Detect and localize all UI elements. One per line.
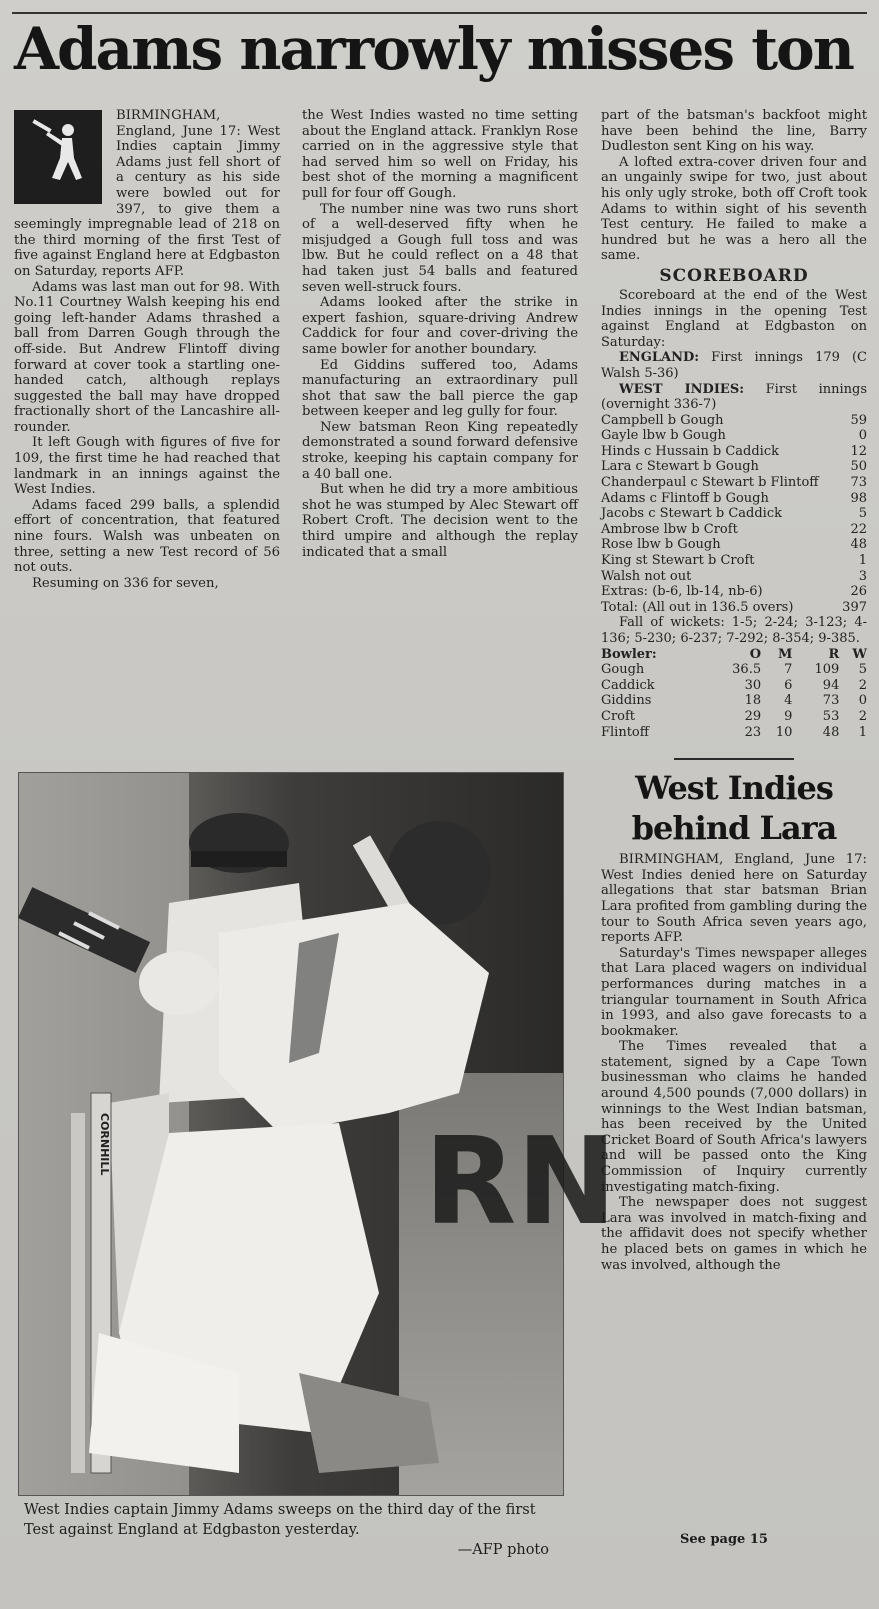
batting-row [601, 459, 867, 475]
story-paragraph: But when he did try a more ambitious shot he was stumped by Alec Stewart off Robert Croft. The decision went to the third umpire and although the replay indicated that a small [302, 482, 578, 560]
story-paragraph: Adams was last man out for 98. With No.11 Courtney Walsh keeping his end going left-hander Adams thrashed a ball from Darren Gough through the off-side. But Andrew Flintoff diving forward at cover took a startling one-handed catch, although replays suggested the ball may have dropped fractionally short of the Lancashire all-rounder. [14, 279, 280, 435]
cricket-photo [18, 772, 617, 1496]
batsman-entry: Hinds c Hussain b Caddick [601, 443, 779, 459]
bowling-row [601, 709, 867, 725]
batsman-entry: Campbell b Gough [601, 412, 724, 428]
second-story-paragraph: The Times revealed that a statement, signed by a Cape Town businessman who claims he handed around 4,500 pounds (7,000 dollars) in winnings to the West Indian batsman, has been received by the United Cricket Board of South Africa's lawyers and will be passed onto the King Commission of Inquiry currently investigating match-fixing. [601, 1039, 867, 1195]
bowling-cell: Caddick [601, 677, 655, 693]
bowling-header-cell: W [852, 646, 867, 662]
bowling-cell: 4 [784, 693, 793, 709]
bowling-cell: 23 [744, 724, 762, 740]
bowling-cell: Flintoff [601, 724, 649, 740]
batting-row [601, 428, 867, 444]
bowling-cell: 30 [744, 677, 762, 693]
batsman-runs: 3 [858, 568, 867, 584]
batting-row [601, 444, 867, 460]
scoreboard [601, 288, 867, 740]
story-text: West Indies captain Jimmy Adams just fell short of a century as his side were bowled out for 397, to give them a seemingly impregnable lead of 218 on the third morning of the first Test of five against England here at Edgbaston on Saturday, reports AFP. [14, 123, 280, 279]
england-label: ENGLAND: [619, 350, 700, 366]
bowling-cell: 1 [858, 724, 867, 740]
bowling-cell: 7 [784, 662, 793, 678]
england-text: First innings 179 (C Walsh 5-36) [601, 350, 867, 381]
story-paragraph: Adams looked after the strike in expert fashion, square-driving Andrew Caddick for four and cover-driving the same bowler for another boundary. [302, 295, 578, 357]
bowling-header-cell: O [749, 646, 762, 662]
see-page-reference: See page 15 [680, 1532, 768, 1547]
batsman-runs: 0 [858, 428, 867, 444]
bowling-cell: 0 [858, 693, 867, 709]
bowling-row [601, 662, 867, 678]
batsman-runs: 22 [850, 521, 867, 537]
bowling-cell: 29 [744, 708, 762, 724]
batsman-runs: 59 [850, 412, 867, 428]
batsman-entry: Chanderpaul c Stewart b Flintoff [601, 475, 819, 491]
batsman-entry: King st Stewart b Croft [601, 553, 755, 569]
batting-row [601, 475, 867, 491]
bowling-cell: 9 [784, 708, 793, 724]
bowling-cell: 2 [858, 677, 867, 693]
batsman-runs: 50 [850, 459, 867, 475]
bowling-cell: Giddins [601, 693, 652, 709]
bowling-row [601, 678, 867, 694]
batsman-entry: Gayle lbw b Gough [601, 428, 726, 444]
dateline: BIRMINGHAM, England, June 17: [116, 108, 241, 139]
bowling-row [601, 725, 867, 741]
batting-row [601, 413, 867, 429]
section-divider [674, 758, 794, 760]
bowling-header-cell: Bowler: [601, 646, 657, 662]
story-paragraph: Adams faced 299 balls, a splendid effort of concentration, that featured nine fours. Walsh was unbeaten on three, setting a new Test record of 56 not outs. [14, 497, 280, 576]
board-lettering: RN [424, 1113, 617, 1252]
bowling-cell: 94 [822, 677, 840, 693]
batting-row [601, 522, 867, 538]
bowling-cell: 2 [858, 708, 867, 724]
story-paragraph: It left Gough with figures of five for 109, the first time he had reached that landmark in an innings against the West Indies. [14, 435, 280, 498]
batsman-entry: Jacobs c Stewart b Caddick [601, 506, 782, 522]
bowling-cell: 73 [822, 693, 840, 709]
scoreboard-heading: SCOREBOARD [659, 265, 809, 286]
second-headline: West Indies behind Lara [631, 769, 837, 848]
batsman-runs: 98 [850, 490, 867, 506]
main-headline: Adams narrowly misses ton [14, 15, 853, 83]
batsman-runs: 397 [842, 599, 867, 615]
bowling-cell: 109 [814, 662, 840, 678]
bowling-table [601, 647, 867, 741]
photo-caption [24, 1500, 569, 1560]
batsman-entry: Extras: (b-6, lb-14, nb-6) [601, 584, 763, 600]
batting-row [601, 537, 867, 553]
batsman-runs: 73 [850, 475, 867, 491]
story-paragraph: A lofted extra-cover driven four and an ungainly swipe for two, just about his only ugly stroke, both off Croft took Adams to within sight of his seventh Test century. He failed to make a hundred but he was a hero all the same. [601, 154, 867, 264]
batting-row [601, 553, 867, 569]
story-column-1 [14, 108, 280, 591]
batsman-entry: Lara c Stewart b Gough [601, 459, 759, 475]
west-indies-label: WEST INDIES: [619, 381, 745, 397]
batsman-runs: 48 [850, 537, 867, 553]
bowling-cell: 6 [784, 677, 793, 693]
batsman-entry: Walsh not out [601, 568, 692, 584]
batting-row [601, 569, 867, 585]
story-paragraph: New batsman Reon King repeatedly demonstrated a sound forward defensive stroke, keeping his captain company for a 40 ball one. [302, 419, 578, 482]
batsman-entry: Total: (All out in 136.5 overs) [601, 599, 794, 615]
second-story-paragraph: The newspaper does not suggest Lara was involved in match-fixing and the affidavit does not specify whether he placed bets on games in which he was involved, although the [601, 1195, 867, 1273]
bowling-cell: Croft [601, 708, 636, 724]
england-innings [601, 350, 867, 381]
story-paragraph: The number nine was two runs short of a well-deserved fifty when he misjudged a Gough full toss and was lbw. But he could reflect on a 48 that had taken just 54 balls and featured seven well-struck fours. [302, 201, 578, 295]
batsman-runs: 26 [850, 584, 867, 600]
bowling-header-row [601, 647, 867, 663]
scoreboard-intro: Scoreboard at the end of the West Indies innings in the opening Test against England at Edgbaston on Saturday: [601, 287, 867, 350]
fall-of-wickets: Fall of wickets: 1-5; 2-24; 3-123; 4-136; 5-230; 6-237; 7-292; 8-354; 9-385. [601, 615, 867, 646]
bowling-cell: 53 [822, 708, 840, 724]
story-paragraph: part of the batsman's backfoot might have been behind the line, Barry Dudleston sent King on his way. [601, 108, 867, 155]
story-paragraph: Resuming on 336 for seven, [32, 575, 219, 591]
bowling-header-cell: M [778, 646, 793, 662]
second-story-paragraph: BIRMINGHAM, England, June 17: West Indies denied here on Saturday allegations that star batsman Brian Lara profited from gambling during the tour to South Africa seven years ago, reports AFP. [601, 852, 867, 946]
story-column-3 [601, 108, 867, 1273]
west-indies-text: First innings (overnight 336-7) [601, 381, 867, 413]
batsman-runs: 5 [858, 506, 867, 522]
bowling-row [601, 693, 867, 709]
bowling-cell: 5 [858, 662, 867, 678]
caption-text: West Indies captain Jimmy Adams sweeps on the third day of the first Test against England at Edgbaston yesterday. [24, 1502, 536, 1538]
bowling-header-cell: R [828, 646, 840, 662]
story-paragraph: Ed Giddins suffered too, Adams manufacturing an extraordinary pull shot that saw the ball pierce the gap between keeper and leg gully for four. [302, 357, 578, 420]
west-indies-innings [601, 382, 867, 413]
story-paragraph: the West Indies wasted no time setting about the England attack. Franklyn Rose carried on in the aggressive style that had served him so well on Friday, his best shot of the morning a magnificent pull for four off Gough. [302, 108, 578, 201]
batsman-runs: 1 [858, 553, 867, 569]
bowling-cell: 10 [775, 724, 793, 740]
second-story-paragraph: Saturday's Times newspaper alleges that Lara placed wagers on individual performances during matches in a triangular tournament in South Africa in 1993, and also gave forecasts to a bookmaker. [601, 945, 867, 1039]
bowling-cell: 36.5 [732, 662, 762, 678]
bowling-cell: 18 [744, 693, 762, 709]
batting-row [601, 506, 867, 522]
story-column-2 [302, 108, 578, 560]
bowling-cell: Gough [601, 662, 645, 678]
batting-row [601, 491, 867, 507]
batting-row [601, 600, 867, 616]
batsman-entry: Adams c Flintoff b Gough [601, 490, 769, 506]
batting-row [601, 584, 867, 600]
bowling-cell: 48 [822, 724, 840, 740]
cricket-logo-icon [14, 110, 102, 204]
batsman-entry: Ambrose lbw b Croft [601, 521, 738, 537]
photo-credit: —AFP photo [457, 1542, 549, 1558]
batsman-runs: 12 [850, 443, 867, 459]
batsman-entry: Rose lbw b Gough [601, 537, 721, 553]
stump-lettering: CORNHILL [98, 1113, 111, 1176]
batting-list [601, 413, 867, 616]
